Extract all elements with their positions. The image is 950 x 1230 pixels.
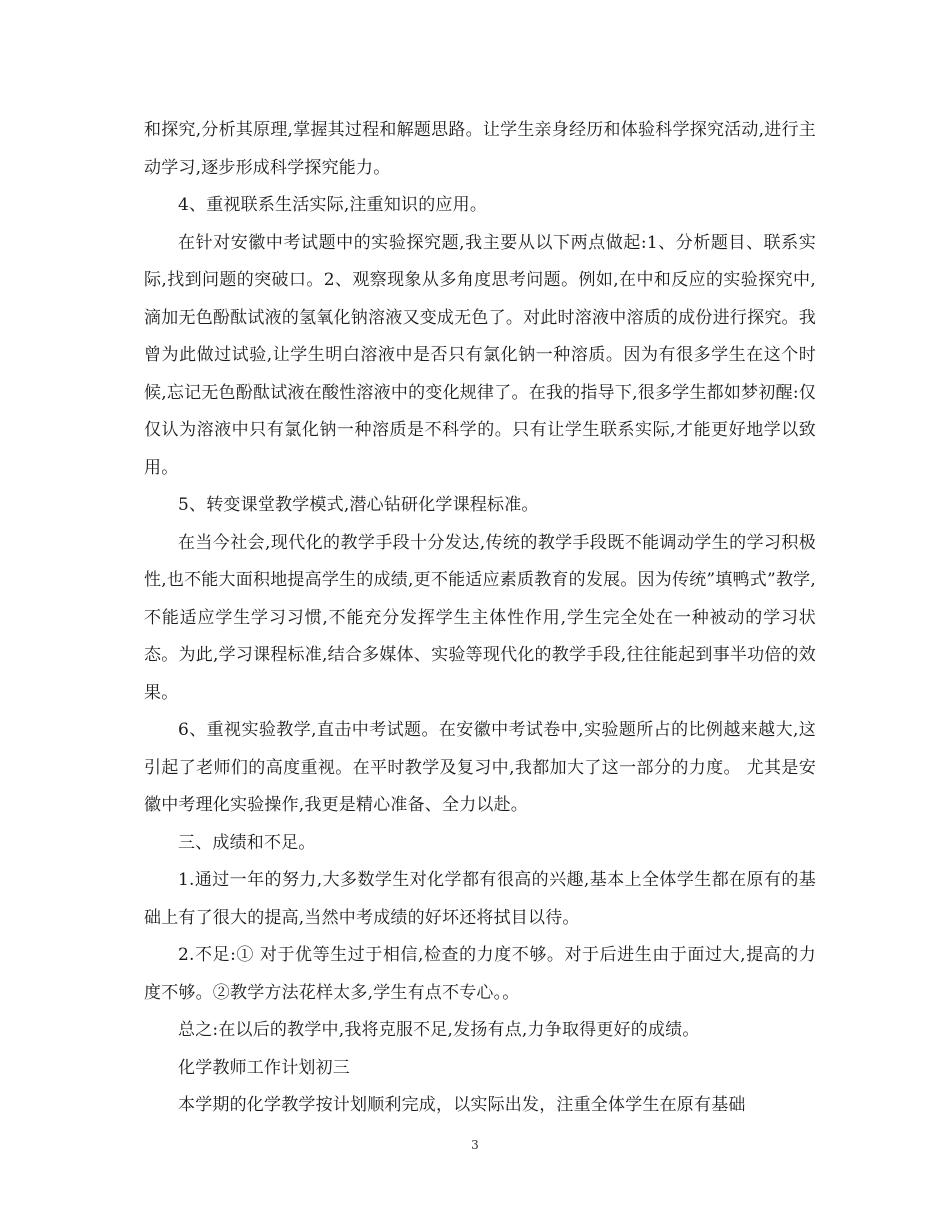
paragraph-5: 在当今社会,现代化的教学手段十分发达,传统的教学手段既不能调动学生的学习积极性,也不能大面积地提高学生的成绩,更不能适应素质教育的发展。因为传统”填鸭式”教学,不能适应学生学习习惯,不能充分发挥学生主体性作用,学生完全处在一种被动的学习状态。为此,学习课程标准,结合多媒体、实验等现代化的教学手段,往往能起到事半功倍的效果。 [144, 532, 816, 703]
paragraph-achievement-1: 1.通过一年的努力,大多数学生对化学都有很高的兴趣,基本上全体学生都在原有的基础上有了很大的提高,当然中考成绩的好坏还将拭目以待。 [144, 870, 816, 928]
paragraph-4-heading: 5、转变课堂教学模式,潜心钻研化学课程标准。 [178, 495, 539, 515]
paragraph-6: 6、重视实验教学,直击中考试题。在安徽中考试卷中,实验题所占的比例越来越大,这引起了老师们的高度重视。在平时教学及复习中,我都加大了这一部分的力度。 尤其是安徽中考理化实验操作,我更是精心准备、全力以赴。 [144, 720, 816, 815]
paragraph-conclusion: 总之:在以后的教学中,我将克服不足,发扬有点,力争取得更好的成绩。 [178, 1020, 700, 1040]
paragraph-1: 和探究,分析其原理,掌握其过程和解题思路。让学生亲身经历和体验科学探究活动,进行主动学习,逐步形成科学探究能力。 [144, 120, 816, 178]
paragraph-plan-intro: 本学期的化学教学按计划顺利完成，以实际出发，注重全体学生在原有基础 [178, 1095, 746, 1115]
paragraph-3: 在针对安徽中考试题中的实验探究题,我主要从以下两点做起:1、分析题目、联系实际,找到问题的突破口。2、观察现象从多角度思考问题。例如,在中和反应的实验探究中,滴加无色酚酞试液的氢氧化钠溶液又变成无色了。对此时溶液中溶质的成份进行探究。我曾为此做过试验,让学生明白溶液中是否只有氯化钠一种溶质。因为有很多学生在这个时候,忘记无色酚酞试液在酸性溶液中的变化规律了。在我的指导下,很多学生都如梦初醒:仅仅认为溶液中只有氯化钠一种溶质是不科学的。只有让学生联系实际,才能更好地学以致用。 [144, 232, 816, 478]
section-title-plan: 化学教师工作计划初三 [178, 1057, 350, 1078]
section-heading-achievements: 三、成绩和不足。 [178, 832, 316, 853]
page-number: 3 [471, 1138, 479, 1152]
paragraph-2-heading: 4、重视联系生活实际,注重知识的应用。 [178, 195, 488, 215]
page-body [144, 112, 816, 1125]
paragraph-shortcomings: 2.不足:① 对于优等生过于相信,检查的力度不够。对于后进生由于面过大,提高的力度不够。②教学方法花样太多,学生有点不专心。。 [144, 945, 816, 1003]
